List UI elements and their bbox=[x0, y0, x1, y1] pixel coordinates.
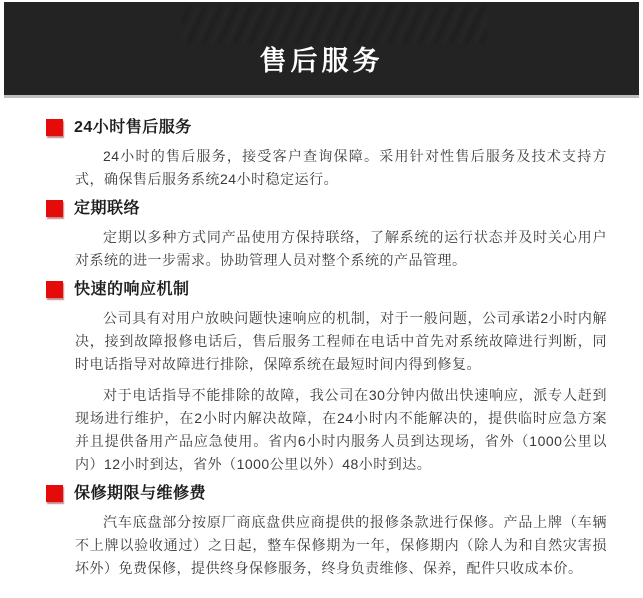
service-section bbox=[46, 199, 607, 272]
section-heading: 保修期限与维修费 bbox=[74, 485, 207, 502]
section-body bbox=[46, 511, 607, 580]
section-body bbox=[46, 145, 607, 191]
service-section bbox=[46, 118, 607, 191]
after-sales-service-page bbox=[0, 2, 643, 598]
red-square-bullet-icon bbox=[46, 281, 63, 298]
section-paragraph: 对于电话指导不能排除的故障，我公司在30分钟内做出快速响应，派专人赶到现场进行维护，在2小时内解决故障，在24小时内不能解决的，提供临时应急方案并且提供备用产品应急使用。省内6小时内服务人员到达现场，省外（1000公里以内）12小时到达，省外（1000公里以外）48小时到达。 bbox=[75, 387, 607, 472]
section-paragraph: 公司具有对用户放映问题快速响应的机制，对于一般问题，公司承诺2小时内解决，接到故障报修电话后，售后服务工程师在电话中首先对系统故障进行判断，同时电话指导对故障进行排除，保障系统在最短时间内得到修复。 bbox=[75, 310, 607, 372]
page-title: 售后服务 bbox=[259, 46, 384, 76]
section-paragraph: 定期以多种方式同产品使用方保持联络，了解系统的运行状态并及时关心用户对系统的进一步需求。协助管理人员对整个系统的产品管理。 bbox=[75, 229, 607, 268]
page-header-banner bbox=[4, 2, 639, 98]
section-paragraph: 24小时的售后服务，接受客户查询保障。采用针对性售后服务及技术支持方式，确保售后服务系统24小时稳定运行。 bbox=[75, 148, 607, 187]
section-body bbox=[46, 226, 607, 272]
service-section bbox=[46, 280, 607, 476]
section-body bbox=[46, 307, 607, 476]
watermark bbox=[182, 6, 487, 44]
section-heading: 定期联络 bbox=[74, 200, 141, 217]
red-square-bullet-icon bbox=[46, 119, 63, 136]
section-header bbox=[46, 118, 607, 137]
red-square-bullet-icon bbox=[46, 200, 63, 217]
section-header bbox=[46, 280, 607, 299]
service-section bbox=[46, 484, 607, 580]
section-paragraph: 汽车底盘部分按原厂商底盘供应商提供的报修条款进行保修。产品上牌（车辆不上牌以验收通过）之日起，整车保修期为一年，保修期内（除人为和自然灾害损坏外）免费保修，提供终身保修服务，终身负责维修、保养，配件只收成本价。 bbox=[75, 514, 607, 576]
sections-container bbox=[0, 98, 643, 580]
red-square-bullet-icon bbox=[46, 485, 63, 502]
section-header bbox=[46, 484, 607, 503]
section-header bbox=[46, 199, 607, 218]
section-heading: 24小时售后服务 bbox=[74, 119, 192, 136]
section-heading: 快速的响应机制 bbox=[74, 281, 190, 298]
